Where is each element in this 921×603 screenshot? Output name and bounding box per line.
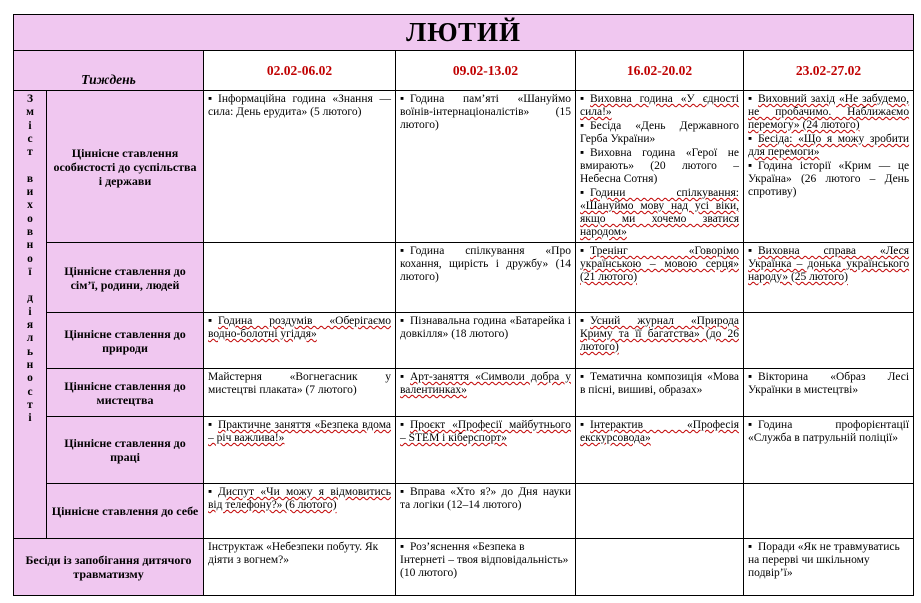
activity-cell: ▪ Виховна година «У єдності сила!» ▪ Бесіда «День Державного Герба України» ▪ Виховна година «Герої не вмирають» (20 лютого – Небесна Сотня) ▪ Години спілкування: «Шануймо мову над усі віки, якщо ми хочемо зватися народом» [576, 91, 744, 243]
vertical-label-letter [14, 279, 46, 292]
activity-cell: ▪ Інформаційна година «Знання — сила: День ерудита» (5 лютого) [204, 91, 396, 243]
vertical-label-letter: т [27, 398, 33, 411]
vertical-label-letter: ї [28, 265, 32, 278]
schedule-table [13, 14, 914, 596]
category-self: Ціннісне ставлення до себе [47, 484, 204, 539]
vertical-label-letter: в [26, 172, 34, 185]
activity-cell-empty [576, 539, 744, 596]
activity-cell: ▪ Виховна справа «Леся Українка – донька українського народу» (25 лютого) [744, 243, 914, 313]
activity-cell: ▪ Година спілкування «Про кохання, щирість і дружбу» (14 лютого) [396, 243, 576, 313]
vertical-label-letter: і [28, 119, 32, 132]
vertical-label-letter: с [27, 132, 33, 145]
vertical-label-letter: н [26, 239, 34, 252]
activity-cell: ▪ Виховний захід «Не забудемо, не пробачимо. Наближаємо перемогу» (24 лютого) ▪ Бесіда: «Що я можу зробити для перемоги» ▪ Година історії «Крим — це Україна» (26 лютого – День спротиву) [744, 91, 914, 243]
activity-cell-empty [204, 243, 396, 313]
activity-cell-empty [576, 484, 744, 539]
vertical-label-letter [14, 159, 46, 172]
category-art: Ціннісне ставлення до мистецтва [47, 369, 204, 417]
category-injury-prevention: Бесіди із запобігання дитячого травматизму [14, 539, 204, 596]
vertical-label-letter: і [28, 305, 32, 318]
week-date-3: 16.02-20.02 [576, 51, 744, 91]
category-work: Ціннісне ставлення до праці [47, 417, 204, 484]
vertical-label-letter: З [26, 93, 34, 105]
vertical-label-letter: в [26, 225, 34, 238]
week-date-4: 23.02-27.02 [744, 51, 914, 91]
vertical-label-letter: д [27, 292, 33, 305]
activity-cell: ▪ Диспут «Чи можу я відмовитись від телефону?» (6 лютого) [204, 484, 396, 539]
page-title: ЛЮТИЙ [14, 15, 914, 51]
vertical-label-letter: н [26, 358, 34, 371]
week-date-2: 09.02-13.02 [396, 51, 576, 91]
activity-cell: ▪ Усний журнал «Природа Криму та її багатства» (до 26 лютого) [576, 313, 744, 369]
activity-cell: ▪ Арт-заняття «Символи добра у валентинках» [396, 369, 576, 417]
plan-sheet [13, 14, 913, 596]
table-row [14, 243, 914, 313]
vertical-label-letter: м [26, 106, 34, 119]
vertical-label-letter: о [27, 252, 33, 265]
category-nature: Ціннісне ставлення до природи [47, 313, 204, 369]
activity-cell: ▪ Тематична композиція «Мова в пісні, вишиві, образах» [576, 369, 744, 417]
activity-cell: ▪ Роз’яснення «Безпека в Інтернеті – твоя відповідальність» (10 лютого) [396, 539, 576, 596]
table-row [14, 417, 914, 484]
activity-cell: ▪ Тренінг «Говорімо українською – мовою серця» (21 лютого) [576, 243, 744, 313]
activity-cell: ▪ Вправа «Хто я?» до Дня науки та логіки (12–14 лютого) [396, 484, 576, 539]
vertical-section-label [14, 91, 47, 539]
activity-cell-empty [744, 313, 914, 369]
activity-cell: ▪ Година роздумів «Оберігаємо водно-болотні угіддя» [204, 313, 396, 369]
activity-cell: ▪ Година пам’яті «Шануймо воїнів-інтернаціоналістів» (15 лютого) [396, 91, 576, 243]
table-row [14, 484, 914, 539]
activity-cell: ▪ Практичне заняття «Безпека вдома – річ важлива!» [204, 417, 396, 484]
table-row [14, 91, 914, 243]
vertical-label-letter: ь [26, 345, 34, 358]
vertical-label-letter: х [27, 199, 33, 212]
activity-cell: ▪ Година профорієнтації «Служба в патрульній поліції» [744, 417, 914, 484]
activity-cell: ▪ Поради «Як не травмуватись на перерві чи шкільному подвір’ї» [744, 539, 914, 596]
vertical-label-letter: я [26, 319, 34, 332]
vertical-label-letter: і [28, 412, 32, 425]
activity-cell: ▪ Пізнавальна година «Батарейка і довкілля» (18 лютого) [396, 313, 576, 369]
week-date-1: 02.02-06.02 [204, 51, 396, 91]
vertical-label-letter: т [27, 146, 33, 159]
activity-cell: Майстерня «Вогнегасник у мистецтві плаката» (7 лютого) [204, 369, 396, 417]
vertical-label-letter: о [27, 372, 33, 385]
activity-cell: ▪ Інтерактив «Професія екскурсовода» [576, 417, 744, 484]
activity-cell-empty [744, 484, 914, 539]
vertical-label-letter: и [26, 186, 34, 199]
vertical-label-letter: о [27, 212, 33, 225]
activity-cell: Інструктаж «Небезпеки побуту. Як діяти з вогнем?» [204, 539, 396, 596]
week-header: Тиждень [14, 51, 204, 91]
vertical-label-letter: с [27, 385, 33, 398]
vertical-label-letter: л [26, 332, 34, 345]
category-family: Ціннісне ставлення до сім’ї, родини, людей [47, 243, 204, 313]
table-row [14, 539, 914, 596]
category-society: Ціннісне ставлення особистості до суспільства і держави [47, 91, 204, 243]
activity-cell: ▪ Проєкт «Професії майбутнього – STEM і кіберспорт» [396, 417, 576, 484]
activity-cell: ▪ Вікторина «Образ Лесі Українки в мистецтві» [744, 369, 914, 417]
table-row [14, 369, 914, 417]
table-row [14, 313, 914, 369]
